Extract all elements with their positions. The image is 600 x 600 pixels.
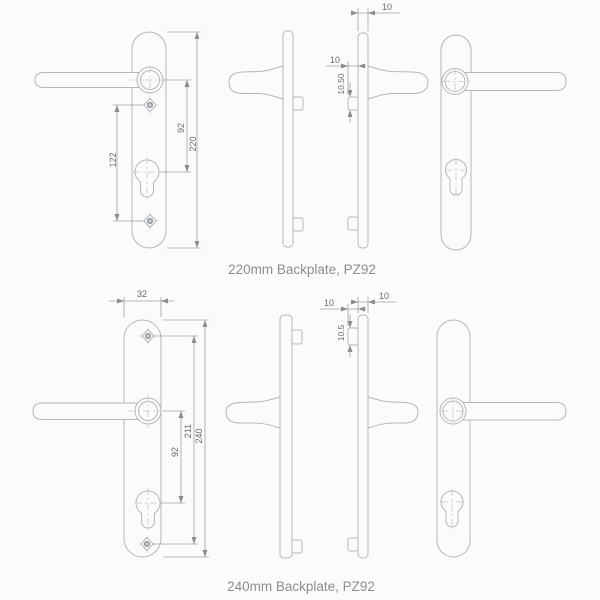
fixing-lug <box>348 97 358 110</box>
fixing-lug <box>292 540 302 553</box>
backplate-rear <box>441 35 471 250</box>
side-view-b-220 <box>348 33 428 248</box>
backplate-side <box>283 31 293 247</box>
caption-240: 240mm Backplate, PZ92 <box>227 579 375 594</box>
backplate-side <box>358 315 368 558</box>
dim-backplate-width: 32 <box>136 289 148 299</box>
lever-handle-profile <box>226 397 280 428</box>
dim-pz-centres: 92 <box>176 122 186 134</box>
dim-backplate-length: 240 <box>194 428 204 444</box>
fixing-lug <box>293 97 303 110</box>
lever-handle <box>453 403 566 421</box>
dim-plate-thickness: 10 <box>382 2 393 12</box>
row-240 <box>33 289 566 594</box>
lever-handle <box>455 73 566 91</box>
dimensions-220 <box>108 2 400 248</box>
backplate-side <box>280 315 292 558</box>
front-view-240 <box>33 320 165 557</box>
caption-220: 220mm Backplate, PZ92 <box>228 262 376 277</box>
side-view-a-220 <box>229 31 303 247</box>
side-view-b-240 <box>348 315 418 558</box>
dim-lug-height: 10.50 <box>336 73 346 95</box>
dim-screw-spacing: 211 <box>183 423 193 439</box>
fixing-screw <box>142 97 159 114</box>
dim-lug-depth: 10 <box>330 55 341 65</box>
row-220 <box>35 2 566 277</box>
dim-backplate-length: 220 <box>188 136 198 152</box>
lever-handle-profile <box>368 397 418 428</box>
lever-handle-profile <box>368 66 428 99</box>
fixing-lug <box>292 330 302 344</box>
dim-pz-centres: 92 <box>170 446 180 458</box>
dim-screw-spacing: 122 <box>108 152 118 168</box>
dim-lug-depth: 10 <box>324 298 335 308</box>
fixing-lug <box>348 538 358 551</box>
rear-view-220 <box>441 35 566 250</box>
dim-plate-thickness: 10 <box>379 291 390 301</box>
dim-lug-height: 10.5 <box>336 324 346 342</box>
fixing-screw <box>142 213 159 230</box>
fixing-lug <box>348 328 358 345</box>
rear-view-240 <box>437 320 566 557</box>
lever-handle-profile <box>229 66 283 99</box>
side-view-a-240 <box>226 315 302 558</box>
fixing-lug <box>348 217 358 230</box>
fixing-lug <box>293 218 303 231</box>
front-view-220 <box>35 32 166 248</box>
